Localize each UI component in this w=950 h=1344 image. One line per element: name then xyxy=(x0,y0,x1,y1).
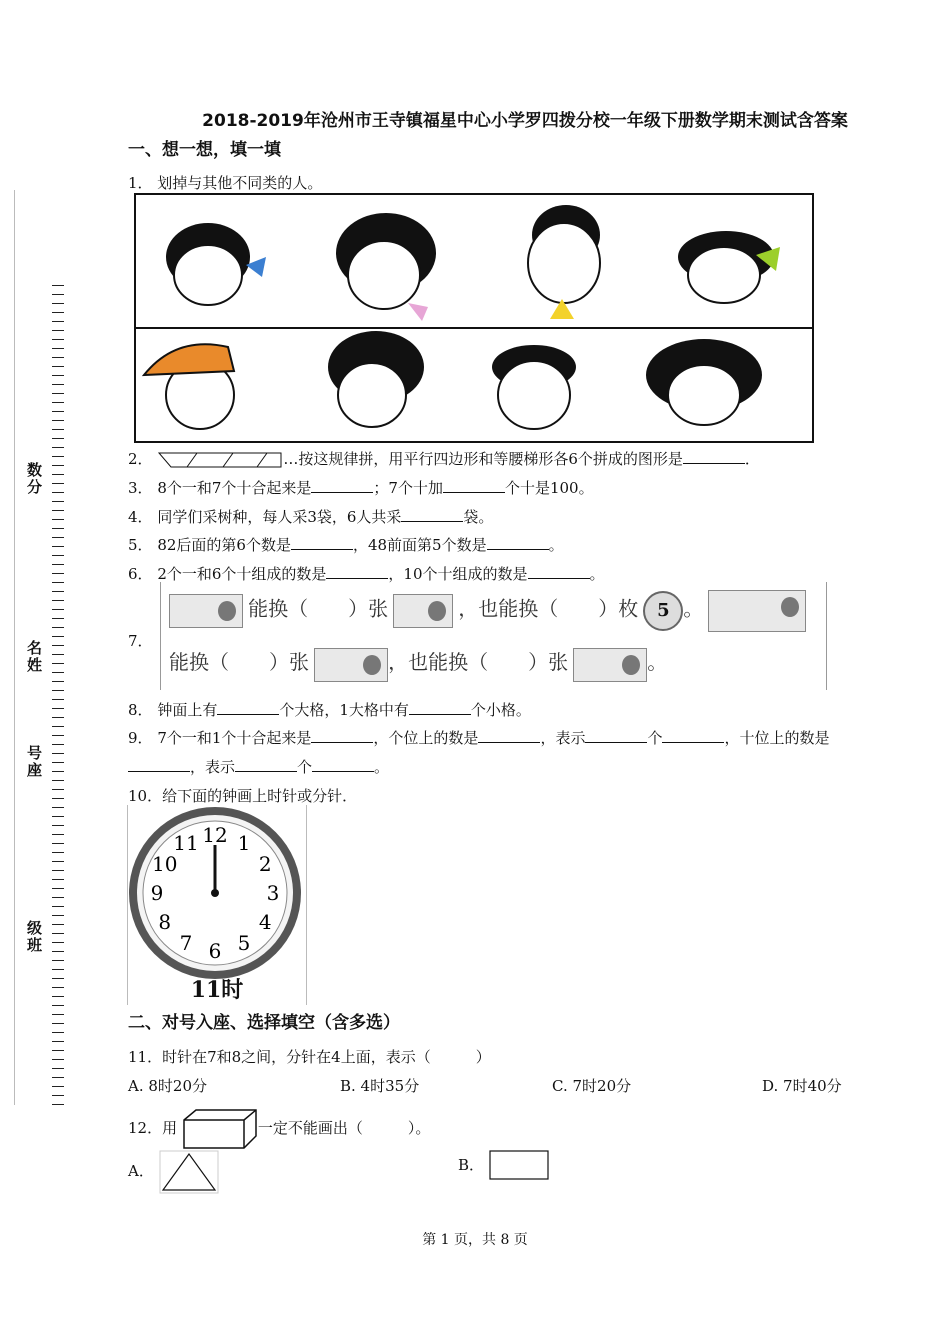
binding-dash xyxy=(52,339,64,340)
binding-dash xyxy=(52,303,64,304)
binding-dash xyxy=(52,978,64,979)
binding-dash xyxy=(52,429,64,430)
q5-blank-2[interactable] xyxy=(487,535,549,550)
q6-text-a: 2个一和6个十组成的数是 xyxy=(157,565,327,583)
q12-option-b-label: B． xyxy=(458,1156,485,1174)
binding-dash xyxy=(52,501,64,502)
binding-dash xyxy=(52,879,64,880)
binding-dash xyxy=(52,492,64,493)
q11-option-a[interactable]: A. 8时20分 xyxy=(128,1077,207,1095)
binding-dash xyxy=(52,402,64,403)
binding-dash xyxy=(52,969,64,970)
binding-dash xyxy=(52,753,64,754)
q2-number: 2． xyxy=(128,450,153,468)
binding-dash xyxy=(52,366,64,367)
q4-blank[interactable] xyxy=(401,507,463,522)
q6-number: 6． xyxy=(128,565,153,583)
binding-dash xyxy=(52,1005,64,1006)
hundred-yuan-note-icon xyxy=(708,590,806,632)
binding-dash xyxy=(52,555,64,556)
q3-number: 3． xyxy=(128,479,153,497)
binding-dash xyxy=(52,582,64,583)
triangle-icon xyxy=(159,1150,219,1194)
money-exchange-image xyxy=(160,582,827,690)
q9-blank-7[interactable] xyxy=(312,757,374,772)
binding-dash xyxy=(52,474,64,475)
binding-dash xyxy=(52,807,64,808)
q4-text-a: 同学们采树种，每人采3袋，6人共采 xyxy=(157,508,402,526)
binding-dash xyxy=(52,411,64,412)
binding-dash xyxy=(52,420,64,421)
binding-dash xyxy=(52,1086,64,1087)
binding-dash xyxy=(52,1068,64,1069)
binding-dash xyxy=(52,285,64,286)
q11-option-d[interactable]: D. 7时40分 xyxy=(762,1077,842,1095)
binding-dash xyxy=(52,330,64,331)
binding-dash xyxy=(52,600,64,601)
binding-dash xyxy=(52,510,64,511)
q5-text-a: 82后面的第6个数是 xyxy=(157,536,291,554)
binding-dash xyxy=(52,834,64,835)
binding-dash xyxy=(52,375,64,376)
binding-dash xyxy=(52,294,64,295)
q3-text-c: 个十是100。 xyxy=(504,479,594,497)
q8-number: 8． xyxy=(128,701,153,719)
faces-divider xyxy=(136,327,812,329)
binding-dash xyxy=(52,771,64,772)
q9-text-c: ，表示 xyxy=(540,729,586,747)
binding-dash xyxy=(52,1059,64,1060)
binding-dash xyxy=(52,1077,64,1078)
binding-dash xyxy=(52,735,64,736)
binding-dash xyxy=(52,636,64,637)
binding-dash xyxy=(52,870,64,871)
binding-dash xyxy=(52,519,64,520)
question-4 xyxy=(128,506,493,527)
q9-text-a: 7个一和1个十合起来是 xyxy=(157,729,312,747)
binding-dash xyxy=(52,384,64,385)
page-footer: 第 1 页，共 8 页 xyxy=(422,1232,528,1248)
ten-yuan-note-icon xyxy=(573,648,647,682)
question-3 xyxy=(128,477,594,498)
binding-dash xyxy=(52,762,64,763)
binding-dash xyxy=(52,987,64,988)
page-title: 2018-2019年沧州市王寺镇福星中心小学罗四拨分校一年级下册数学期末测试含答案 xyxy=(202,111,848,131)
faces-illustration xyxy=(136,195,812,441)
question-6 xyxy=(128,563,605,584)
q9-blank-6[interactable] xyxy=(235,757,297,772)
binding-dash xyxy=(52,483,64,484)
binding-dash xyxy=(52,1032,64,1033)
clock-number: 8 xyxy=(158,910,172,934)
question-1: 1． 划掉与其他不同类的人。 xyxy=(128,174,323,192)
q9-blank-2[interactable] xyxy=(478,728,540,743)
binding-dash xyxy=(52,591,64,592)
clock-number: 7 xyxy=(179,931,193,956)
margin-label-name: 名姓 xyxy=(25,640,43,674)
binding-dash xyxy=(52,1014,64,1015)
q9-text-d: 个 xyxy=(647,729,663,747)
binding-dash xyxy=(52,627,64,628)
binding-dash xyxy=(52,438,64,439)
q8-blank-2[interactable] xyxy=(409,700,471,715)
binding-dash xyxy=(52,357,64,358)
binding-dash xyxy=(52,321,64,322)
binding-dash xyxy=(52,528,64,529)
binding-dash xyxy=(52,717,64,718)
q9-text-b: ，个位上的数是 xyxy=(373,729,479,747)
q4-text-b: 袋。 xyxy=(463,508,494,526)
clock-number: 5 xyxy=(237,931,251,956)
money-row2-text-c: 。 xyxy=(647,650,668,674)
question-2 xyxy=(128,448,760,469)
binding-dash xyxy=(52,312,64,313)
five-jiao-coin-icon: 5 xyxy=(643,591,683,631)
clock-number: 10 xyxy=(152,852,178,876)
q6-blank-2[interactable] xyxy=(528,564,590,579)
binding-dash xyxy=(52,1023,64,1024)
binding-dash xyxy=(52,609,64,610)
q5-text-c: 。 xyxy=(548,536,564,554)
money-row1-text-b: ，也能换（ ）枚 xyxy=(458,596,639,621)
binding-dash xyxy=(52,861,64,862)
q2-text: …按这规律拼，用平行四边形和等腰梯形各6个拼成的图形是 xyxy=(283,450,683,468)
clock-figure xyxy=(127,805,307,1005)
q6-text-b: ，10个十组成的数是 xyxy=(388,565,528,583)
question-9 xyxy=(128,727,829,748)
question-8 xyxy=(128,699,531,720)
money-row1-text-c: 。 xyxy=(683,596,704,621)
clock-number: 4 xyxy=(258,910,272,934)
binding-dash xyxy=(52,681,64,682)
cuboid-icon xyxy=(182,1108,258,1150)
binding-dash xyxy=(52,816,64,817)
binding-dash xyxy=(52,690,64,691)
q9-text-f: ，表示 xyxy=(190,758,236,776)
q8-blank-1[interactable] xyxy=(217,700,279,715)
q6-blank-1[interactable] xyxy=(326,564,388,579)
q8-text-a: 钟面上有 xyxy=(157,701,218,719)
q9-number: 9． xyxy=(128,729,153,747)
fifty-yuan-note-icon xyxy=(314,648,388,682)
clock-number: 12 xyxy=(202,823,228,847)
margin-label-score: 数分 xyxy=(25,462,43,496)
binding-dash xyxy=(52,888,64,889)
binding-dash xyxy=(52,537,64,538)
clock-number: 11 xyxy=(173,830,199,855)
money-row-2 xyxy=(169,646,667,682)
clock-caption: 11时 xyxy=(190,977,244,1003)
q3-text-a: 8个一和7个十合起来是 xyxy=(157,479,312,497)
q8-text-b: 个大格，1大格中有 xyxy=(279,701,409,719)
binding-dash xyxy=(52,906,64,907)
binding-dash xyxy=(52,1104,64,1105)
section-2-heading: 二、对号入座、选择填空（含多选） xyxy=(128,1013,400,1033)
q12-option-a[interactable] xyxy=(128,1150,219,1194)
binding-dash xyxy=(52,897,64,898)
binding-dash xyxy=(52,654,64,655)
binding-dash xyxy=(52,465,64,466)
binding-dash xyxy=(52,1095,64,1096)
clock-number: 3 xyxy=(266,881,280,905)
q3-blank-1[interactable] xyxy=(311,478,373,493)
q12-text-a: 12．用 xyxy=(128,1119,178,1137)
binding-dash xyxy=(52,852,64,853)
binding-dash xyxy=(52,780,64,781)
question-9-line-2 xyxy=(128,756,389,777)
money-row-1 xyxy=(169,590,806,632)
binding-dash xyxy=(52,1050,64,1051)
q12-option-b[interactable] xyxy=(458,1150,549,1182)
money-row2-text-b: ，也能换（ ）张 xyxy=(388,650,569,674)
q9-blank-3[interactable] xyxy=(585,728,647,743)
q9-text-h: 。 xyxy=(374,758,390,776)
binding-dash xyxy=(52,699,64,700)
one-yuan-note-icon xyxy=(393,594,453,628)
binding-dash xyxy=(52,573,64,574)
binding-dash xyxy=(52,672,64,673)
binding-line xyxy=(14,190,15,1105)
question-12 xyxy=(128,1108,430,1150)
q6-text-c: 。 xyxy=(589,565,605,583)
section-1-heading: 一、想一想，填一填 xyxy=(128,140,281,160)
binding-dash xyxy=(52,393,64,394)
binding-dash xyxy=(52,708,64,709)
q2-end: ． xyxy=(744,450,760,468)
faces-image xyxy=(134,193,814,443)
q9-text-e: ，十位上的数是 xyxy=(724,729,830,747)
binding-dash xyxy=(52,726,64,727)
binding-dash xyxy=(52,960,64,961)
q12-text-b: 一定不能画出（ ）。 xyxy=(257,1119,431,1137)
binding-dash xyxy=(52,348,64,349)
binding-dash xyxy=(52,663,64,664)
q9-text-g: 个 xyxy=(297,758,313,776)
binding-dash xyxy=(52,789,64,790)
binding-dash xyxy=(52,564,64,565)
q3-text-b: ；7个十加 xyxy=(373,479,443,497)
question-11: 11．时针在7和8之间，分针在4上面，表示（ ） xyxy=(128,1048,491,1066)
q11-option-c[interactable]: C. 7时20分 xyxy=(552,1077,632,1095)
q9-blank-4[interactable] xyxy=(662,728,724,743)
q5-blank-1[interactable] xyxy=(291,535,353,550)
q9-blank-1[interactable] xyxy=(311,728,373,743)
question-5 xyxy=(128,534,564,555)
money-row1-text-a: 能换（ ）张 xyxy=(248,596,389,621)
clock-number: 9 xyxy=(150,881,164,905)
clock-number: 1 xyxy=(237,830,251,855)
margin-label-class: 级班 xyxy=(25,920,43,954)
binding-dash xyxy=(52,843,64,844)
binding-dash xyxy=(52,618,64,619)
q11-option-b[interactable]: B. 4时35分 xyxy=(340,1077,420,1095)
binding-dash xyxy=(52,942,64,943)
binding-dash xyxy=(52,951,64,952)
binding-dash xyxy=(52,915,64,916)
binding-dash xyxy=(52,1041,64,1042)
q9-blank-5[interactable] xyxy=(128,757,190,772)
binding-dashes xyxy=(52,285,64,1110)
rectangle-icon xyxy=(489,1150,549,1182)
trapezoid-pattern-icon xyxy=(157,451,283,469)
q2-blank[interactable] xyxy=(683,449,745,464)
binding-dash xyxy=(52,825,64,826)
five-yuan-note-icon xyxy=(169,594,243,628)
q4-number: 4． xyxy=(128,508,153,526)
binding-dash xyxy=(52,924,64,925)
binding-dash xyxy=(52,645,64,646)
binding-dash xyxy=(52,546,64,547)
q7-number: 7． xyxy=(128,632,153,650)
q5-number: 5． xyxy=(128,536,153,554)
margin-label-seat: 号座 xyxy=(25,745,43,779)
money-row2-text-a: 能换（ ）张 xyxy=(169,650,309,674)
question-10: 10．给下面的钟画上时针或分针． xyxy=(128,787,358,805)
binding-dash xyxy=(52,996,64,997)
q5-text-b: ，48前面第5个数是 xyxy=(352,536,487,554)
clock-number: 2 xyxy=(258,852,272,876)
binding-dash xyxy=(52,798,64,799)
clock-number: 6 xyxy=(208,939,222,963)
q12-option-a-label: A． xyxy=(128,1162,154,1180)
q3-blank-2[interactable] xyxy=(443,478,505,493)
q8-text-c: 个小格。 xyxy=(470,701,531,719)
binding-dash xyxy=(52,447,64,448)
binding-dash xyxy=(52,456,64,457)
binding-dash xyxy=(52,744,64,745)
binding-dash xyxy=(52,933,64,934)
